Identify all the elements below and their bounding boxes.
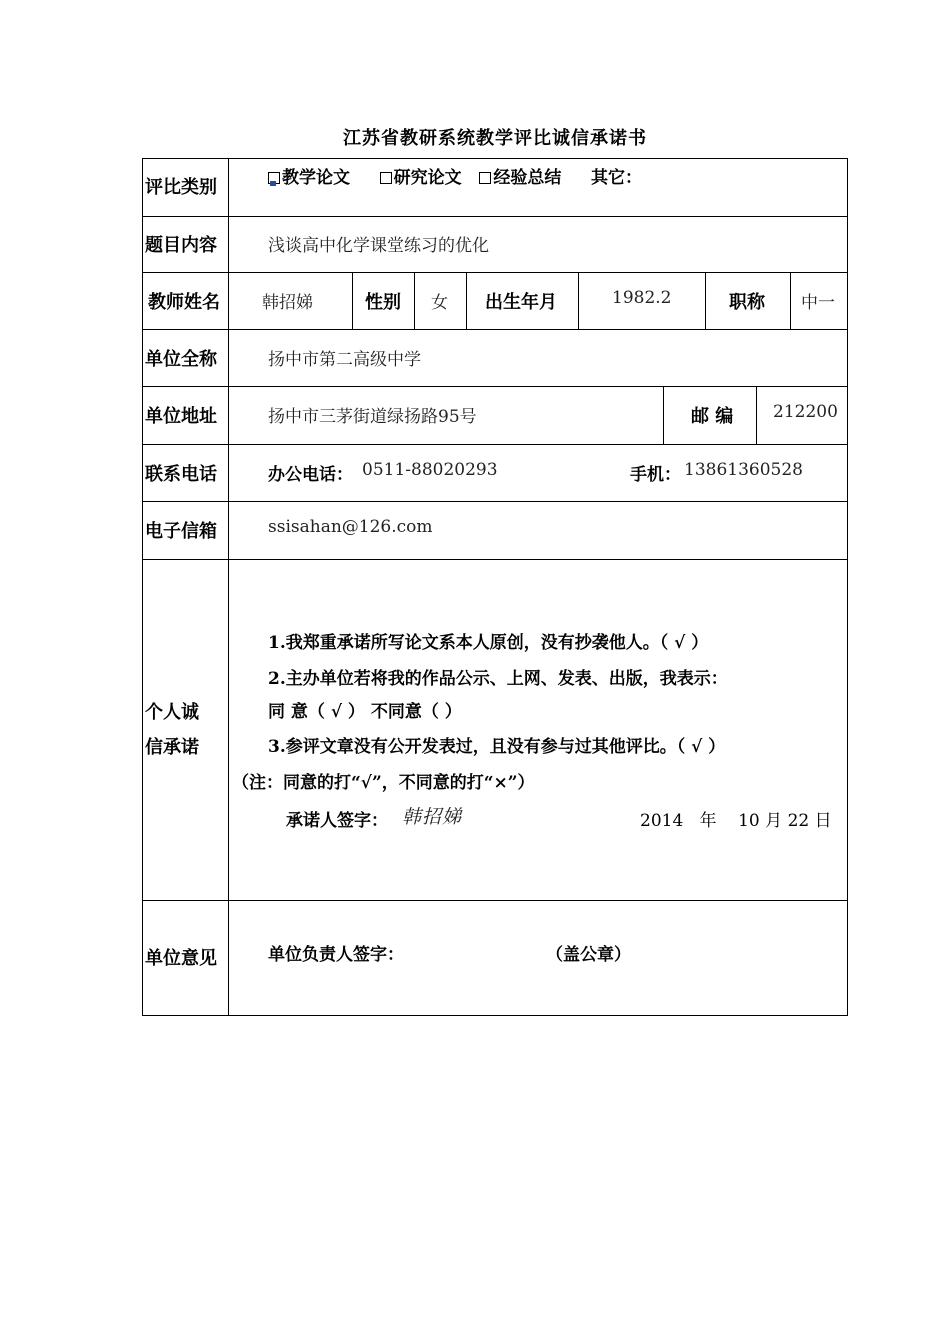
pledge-note: （注：同意的打“√”，不同意的打“×”） (232, 773, 535, 793)
title-label: 职称 (729, 292, 765, 313)
checkbox-icon[interactable] (479, 172, 491, 184)
mobile-value: 13861360528 (684, 460, 803, 480)
unit-address-label: 单位地址 (145, 406, 217, 427)
row-divider (142, 900, 848, 901)
checkbox-icon[interactable] (268, 172, 280, 184)
handwritten-signature: 韩招娣 (402, 806, 463, 828)
category-label: 评比类别 (145, 177, 217, 198)
teacher-name-value: 韩招娣 (262, 293, 313, 313)
cell-divider (756, 386, 757, 444)
mobile-label: 手机： (630, 465, 681, 485)
pledge-label-line2: 信承诺 (145, 737, 199, 758)
signer-label: 承诺人签字： (286, 811, 388, 831)
category-options (268, 163, 642, 188)
title-value: 中一 (801, 293, 835, 313)
cell-divider (663, 386, 664, 444)
cell-divider (790, 272, 791, 329)
topic-value: 浅谈高中化学课堂练习的优化 (268, 236, 489, 256)
birth-value: 1982.2 (612, 288, 672, 308)
row-divider (142, 444, 848, 445)
zip-value: 212200 (773, 402, 838, 422)
official-seal-note: （盖公章） (546, 945, 631, 965)
gender-label: 性别 (365, 292, 401, 313)
office-phone-label: 办公电话： (268, 465, 353, 485)
pledge-line-2: 2.主办单位若将我的作品公示、上网、发表、出版，我表示： (268, 669, 728, 689)
email-value: ssisahan@126.com (268, 517, 433, 537)
unit-address-value: 扬中市三茅街道绿扬路95号 (268, 407, 477, 427)
unit-signer-label: 单位负责人签字： (268, 945, 404, 965)
cell-divider (466, 272, 467, 329)
document-title: 江苏省教研系统教学评比诚信承诺书 (343, 128, 647, 149)
birth-label: 出生年月 (485, 292, 557, 313)
row-divider (142, 386, 848, 387)
row-divider (142, 559, 848, 560)
pledge-label-line1: 个人诚 (145, 702, 199, 723)
pledge-date: 2014 年 10 月 22 日 (640, 811, 832, 831)
office-phone-value: 0511-88020293 (362, 460, 498, 480)
row-divider (142, 501, 848, 502)
cell-divider (414, 272, 415, 329)
phone-label: 联系电话 (145, 464, 217, 485)
option-teaching-paper[interactable]: 教学论文 (268, 168, 350, 188)
pledge-line-4: 3.参评文章没有公开发表过，且没有参与过其他评比。（ √ ） (268, 737, 726, 757)
teacher-name-label: 教师姓名 (148, 292, 220, 313)
pledge-line-3: 同 意（ √ ） 不同意（ ） (268, 702, 462, 722)
topic-label: 题目内容 (145, 235, 217, 256)
cell-divider (578, 272, 579, 329)
label-column-divider (228, 158, 229, 1016)
unit-name-value: 扬中市第二高级中学 (268, 350, 421, 370)
pledge-line-1: 1.我郑重承诺所写论文系本人原创，没有抄袭他人。（ √ ） (268, 633, 709, 653)
option-experience-summary[interactable]: 经验总结 (479, 168, 561, 188)
email-label: 电子信箱 (145, 521, 217, 542)
row-divider (142, 216, 848, 217)
cell-divider (705, 272, 706, 329)
unit-name-label: 单位全称 (145, 349, 217, 370)
option-other-label: 其它： (590, 168, 642, 188)
gender-value: 女 (431, 293, 448, 313)
cell-divider (352, 272, 353, 329)
pledge-form-table (142, 158, 848, 1016)
row-divider (142, 329, 848, 330)
row-divider (142, 272, 848, 273)
option-research-paper[interactable]: 研究论文 (380, 168, 462, 188)
unit-opinion-label: 单位意见 (145, 948, 217, 969)
zip-label: 邮 编 (691, 406, 734, 427)
checkbox-icon[interactable] (380, 172, 392, 184)
